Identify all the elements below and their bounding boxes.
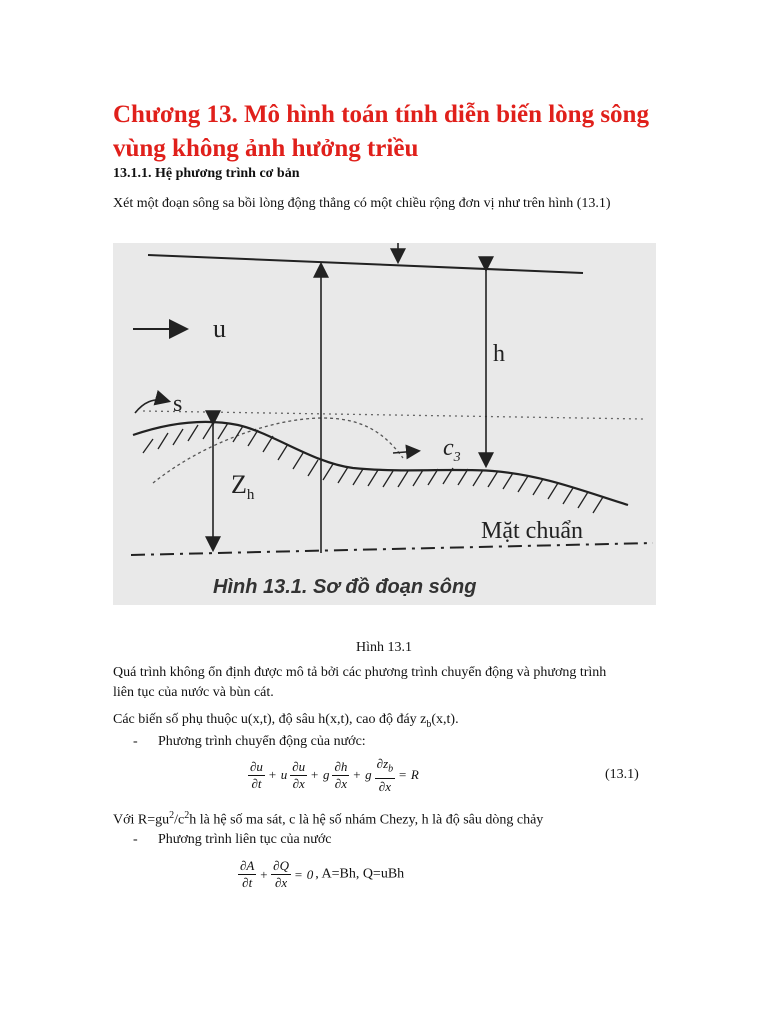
bed-elevation-label: $Z_h$ xyxy=(231,470,255,503)
sediment-label: s xyxy=(173,391,183,417)
water-surface-line xyxy=(148,255,583,273)
dotted-reference-line xyxy=(143,411,643,419)
equation-number-13-1: (13.1) xyxy=(605,767,639,782)
bullet-motion-equation: - Phương trình chuyển động của nước: xyxy=(133,734,366,749)
bed-hatching xyxy=(143,423,603,513)
intro-paragraph: Xét một đoạn sông sa bồi lòng động thẳng có một chiều rộng đơn vị như trên hình (13.1) xyxy=(113,196,611,211)
continuity-equation-tail: , A=Bh, Q=uBh xyxy=(315,866,405,882)
continuity-equation: $\frac{\partial A}{\partial t}$ + $\frac{\partial Q}{\partial x}$ = 0 , A=Bh, Q=uBh xyxy=(240,858,405,890)
equation-13-1: $\frac{\partial u}{\partial t}$ + u $\frac{\partial u}{\partial x}$ + g $\frac{\partial h}{\partial x}$ + g $\frac{\partial z_b}{\partial x}$ = R xyxy=(250,756,419,794)
paragraph-1-line-1: Quá trình không ổn định được mô tả bởi các phương trình chuyển động và phương trình xyxy=(113,665,607,680)
datum-label: Mặt chuẩn xyxy=(481,518,583,544)
celerity-label: $c_3$ xyxy=(443,435,461,465)
depth-label: h xyxy=(493,341,505,367)
chapter-title xyxy=(113,98,713,166)
velocity-label: u xyxy=(213,314,226,343)
chapter-title-line-1: Chương 13. Mô hình toán tính diễn biến lòng sông xyxy=(113,101,649,128)
paragraph-3: Với $R=gu^2/c^2h$ là hệ số ma sát, c là hệ số nhám Chezy, h là độ sâu dòng chảy xyxy=(113,810,544,828)
bullet-continuity-equation: - Phương trình liên tục của nước xyxy=(133,832,332,847)
celerity-arrow xyxy=(393,451,418,453)
sediment-arrow xyxy=(135,400,168,413)
river-reach-figure xyxy=(113,243,656,605)
figure-caption: Hình 13.1 xyxy=(356,640,412,655)
section-heading: 13.1.1. Hệ phương trình cơ bản xyxy=(113,166,300,181)
paragraph-1-line-2: liên tục của nước và bùn cát. xyxy=(113,685,274,700)
paragraph-2: Các biến số phụ thuộc u(x,t), độ sâu h(x,t), cao độ đáy $z_b(x,t)$. xyxy=(113,712,459,730)
river-bed-line xyxy=(133,422,628,505)
figure-inner-caption: Hình 13.1. Sơ đồ đoạn sông xyxy=(213,576,477,598)
river-reach-diagram xyxy=(113,243,656,605)
dune-propagation-curve xyxy=(153,418,403,483)
datum-line xyxy=(131,543,653,555)
chapter-title-line-2: vùng không ảnh hưởng triều xyxy=(113,135,419,162)
